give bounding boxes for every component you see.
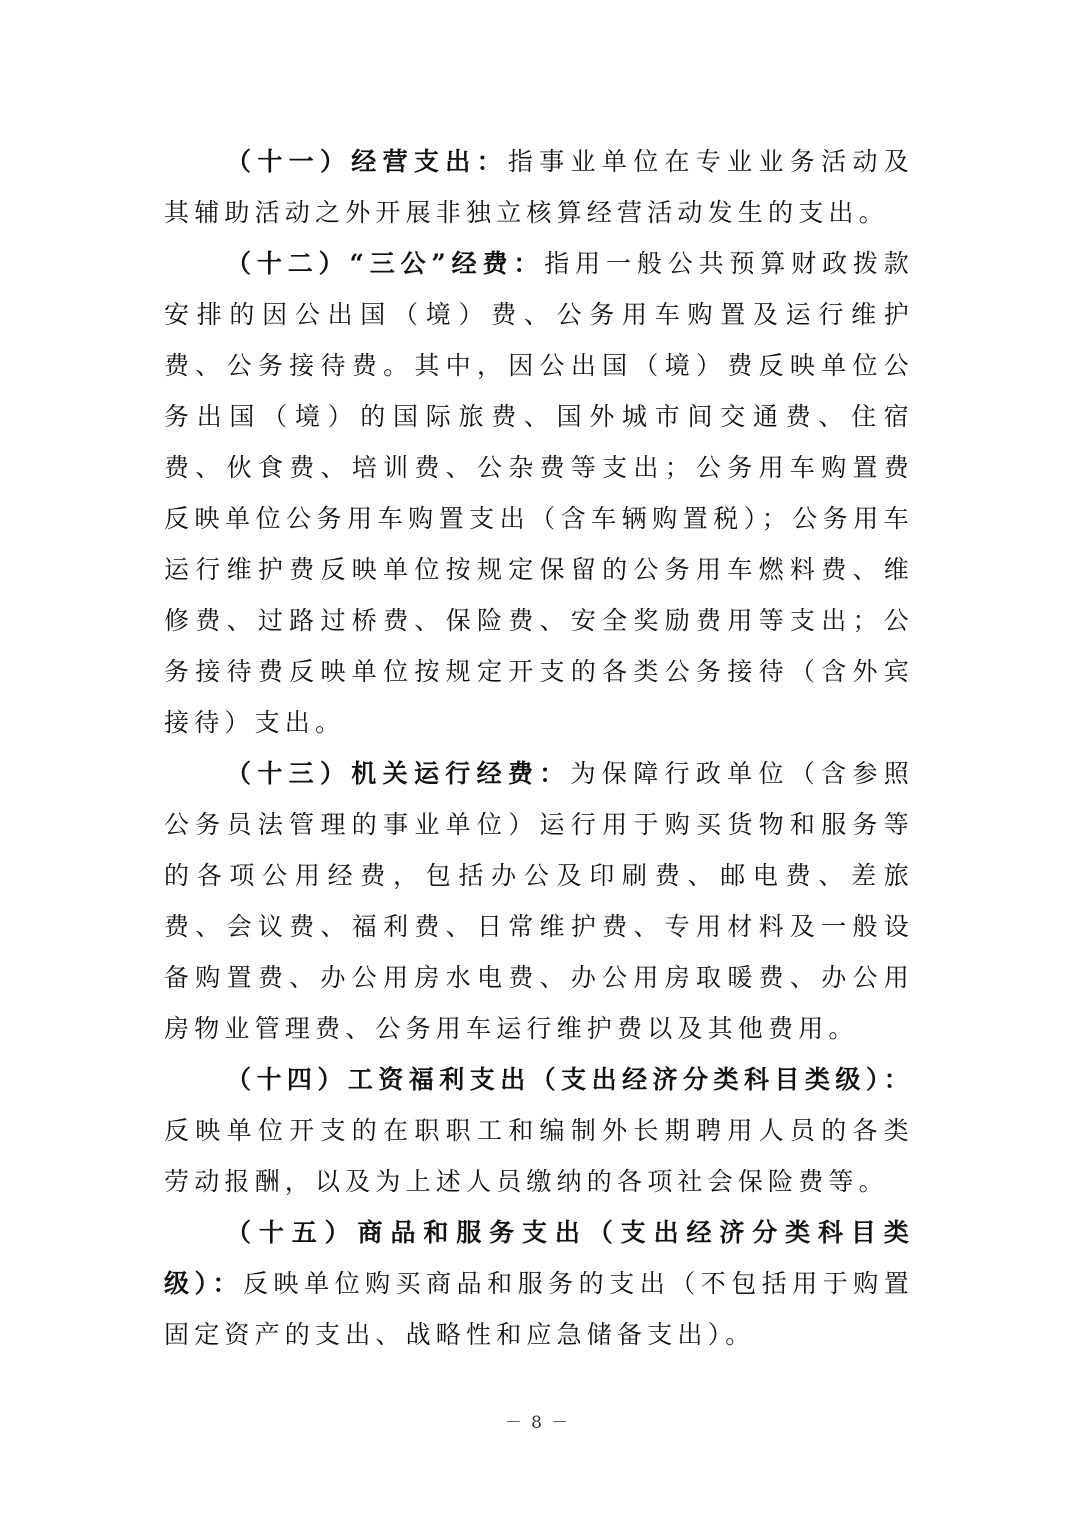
paragraph-text: 反映单位购买商品和服务的支出（不包括用于购置固定资产的支出、战略性和应急储备支出）。	[164, 1269, 914, 1349]
paragraph-heading: （十四）工资福利支出（支出经济分类科目类级）：	[226, 1065, 914, 1094]
paragraph-heading: （十一）经营支出：	[226, 147, 508, 176]
paragraph-three-public-expenses	[164, 238, 914, 748]
paragraph-goods-services	[164, 1207, 914, 1360]
paragraph-heading: （十二）“三公”经费：	[226, 249, 545, 278]
document-body	[164, 136, 914, 1360]
paragraph-text: 为保障行政单位（含参照公务员法管理的事业单位）运行用于购买货物和服务等的各项公用经费，包括办公及印刷费、邮电费、差旅费、会议费、福利费、日常维护费、专用材料及一般设备购置费、办公用房水电费、办公用房取暖费、办公用房物业管理费、公务用车运行维护费以及其他费用。	[164, 759, 914, 1043]
paragraph-text: 指用一般公共预算财政拨款安排的因公出国（境）费、公务用车购置及运行维护费、公务接待费。其中，因公出国（境）费反映单位公务出国（境）的国际旅费、国外城市间交通费、住宿费、伙食费、培训费、公杂费等支出；公务用车购置费反映单位公务用车购置支出（含车辆购置税）；公务用车运行维护费反映单位按规定保留的公务用车燃料费、维修费、过路过桥费、保险费、安全奖励费用等支出；公务接待费反映单位按规定开支的各类公务接待（含外宾接待）支出。	[164, 249, 914, 737]
paragraph-operating-expenses	[164, 136, 914, 238]
paragraph-heading: （十五）商品和服务支出（支出经济分类科目类级）：	[164, 1218, 914, 1298]
paragraph-agency-operating-funds	[164, 748, 914, 1054]
paragraph-text: 反映单位开支的在职职工和编制外长期聘用人员的各类劳动报酬，以及为上述人员缴纳的各项社会保险费等。	[164, 1116, 914, 1196]
page-number: － 8 －	[504, 1413, 571, 1433]
paragraph-text: 指事业单位在专业业务活动及其辅助活动之外开展非独立核算经营活动发生的支出。	[164, 147, 914, 227]
paragraph-heading: （十三）机关运行经费：	[226, 759, 571, 788]
paragraph-wages-welfare	[164, 1054, 914, 1207]
